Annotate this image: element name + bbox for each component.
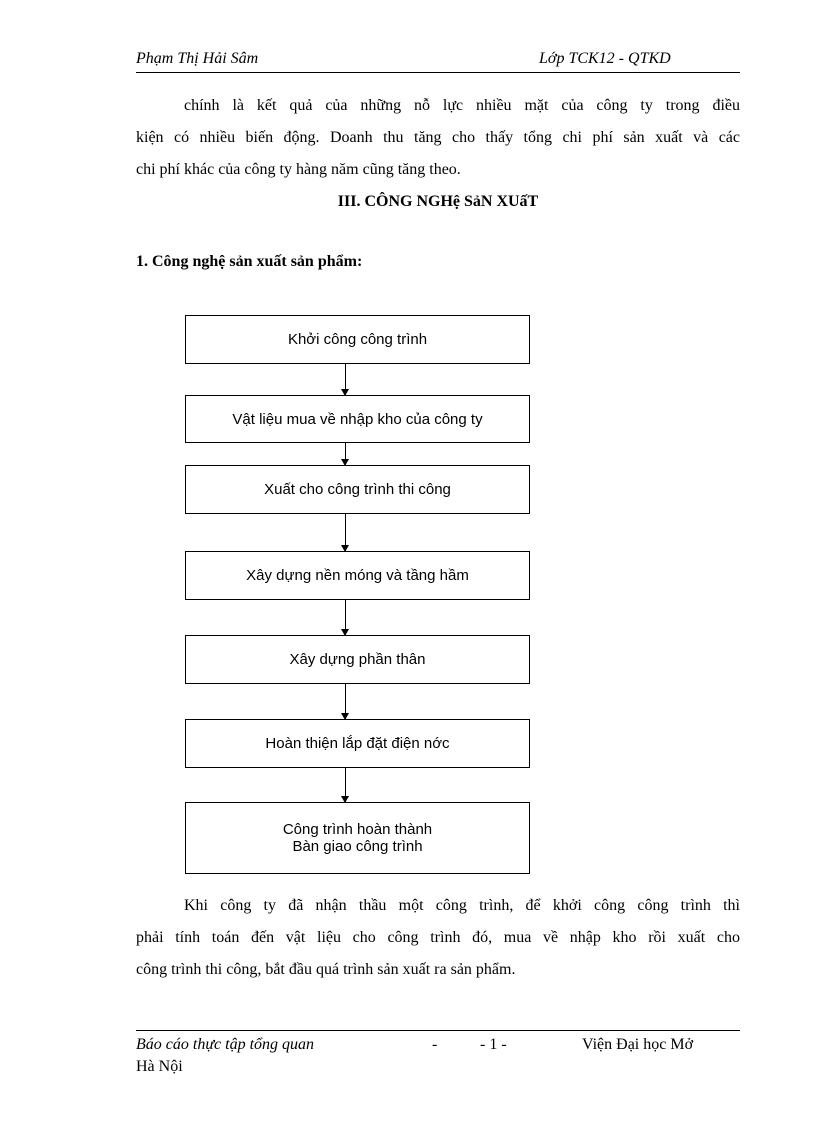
flow-arrow-5 [345, 684, 346, 719]
flow-step-6-label: Hoàn thiện lắp đặt điện nớc [265, 735, 450, 752]
flow-step-3 [185, 465, 530, 514]
flow-step-1-label: Khởi công công trình [287, 331, 428, 348]
footer-dash: - [432, 1036, 438, 1053]
flow-arrow-3 [345, 514, 346, 551]
flow-step-4 [185, 551, 530, 600]
closing-line-1: Khi công ty đã nhận thầu một công trình, để khởi công công trình thì [184, 897, 740, 914]
flow-arrow-4 [345, 600, 346, 635]
flow-step-6 [185, 719, 530, 768]
flow-step-4-label: Xây dựng nền móng và tầng hầm [246, 567, 469, 584]
footer-rule [136, 1030, 740, 1031]
footer-page-number: - 1 - [480, 1036, 507, 1053]
page-header [136, 50, 740, 73]
intro-paragraph [136, 90, 740, 186]
flow-step-3-label: Xuất cho công trình thi công [264, 481, 451, 498]
intro-line-1: chính là kết quả của những nỗ lực nhiều mặt của công ty trong điều [184, 97, 740, 114]
flow-step-5-label: Xây dựng phần thân [289, 651, 426, 668]
closing-line-3: công trình thi công, bắt đầu quá trình sản xuất ra sản phẩm. [136, 961, 516, 978]
flow-step-2 [185, 395, 530, 443]
footer-report-title: Báo cáo thực tập tổng quan [136, 1036, 315, 1053]
flow-step-7-label-2: Bàn giao công trình [292, 838, 423, 855]
header-author: Phạm Thị Hải Sâm [136, 50, 259, 67]
intro-line-2: kiện có nhiều biến động. Doanh thu tăng cho thấy tổng chi phí sản xuất và các [136, 129, 740, 146]
flow-step-7-label: Công trình hoàn thành [282, 821, 433, 838]
flow-arrow-1 [345, 364, 346, 395]
flow-step-5 [185, 635, 530, 684]
closing-paragraph [136, 890, 740, 986]
flow-arrow-2 [345, 443, 346, 465]
flow-step-1 [185, 315, 530, 364]
intro-line-3: chi phí khác của công ty hàng năm cũng tăng theo. [136, 161, 461, 178]
section-title: III. CÔNG NGHệ SảN XUấT [337, 193, 539, 210]
flow-arrow-6 [345, 768, 346, 802]
closing-line-2: phải tính toán đến vật liệu cho công trình đó, mua về nhập kho rồi xuất cho [136, 929, 740, 946]
flow-step-2-label: Vật liệu mua về nhập kho của công ty [232, 410, 483, 428]
footer-city: Hà Nội [136, 1058, 183, 1075]
header-class: Lớp TCK12 - QTKD [539, 50, 671, 67]
footer-institute: Viện Đại học Mở [582, 1036, 694, 1053]
flow-step-7 [185, 802, 530, 874]
subheading: 1. Công nghệ sản xuất sản phẩm: [136, 253, 363, 270]
